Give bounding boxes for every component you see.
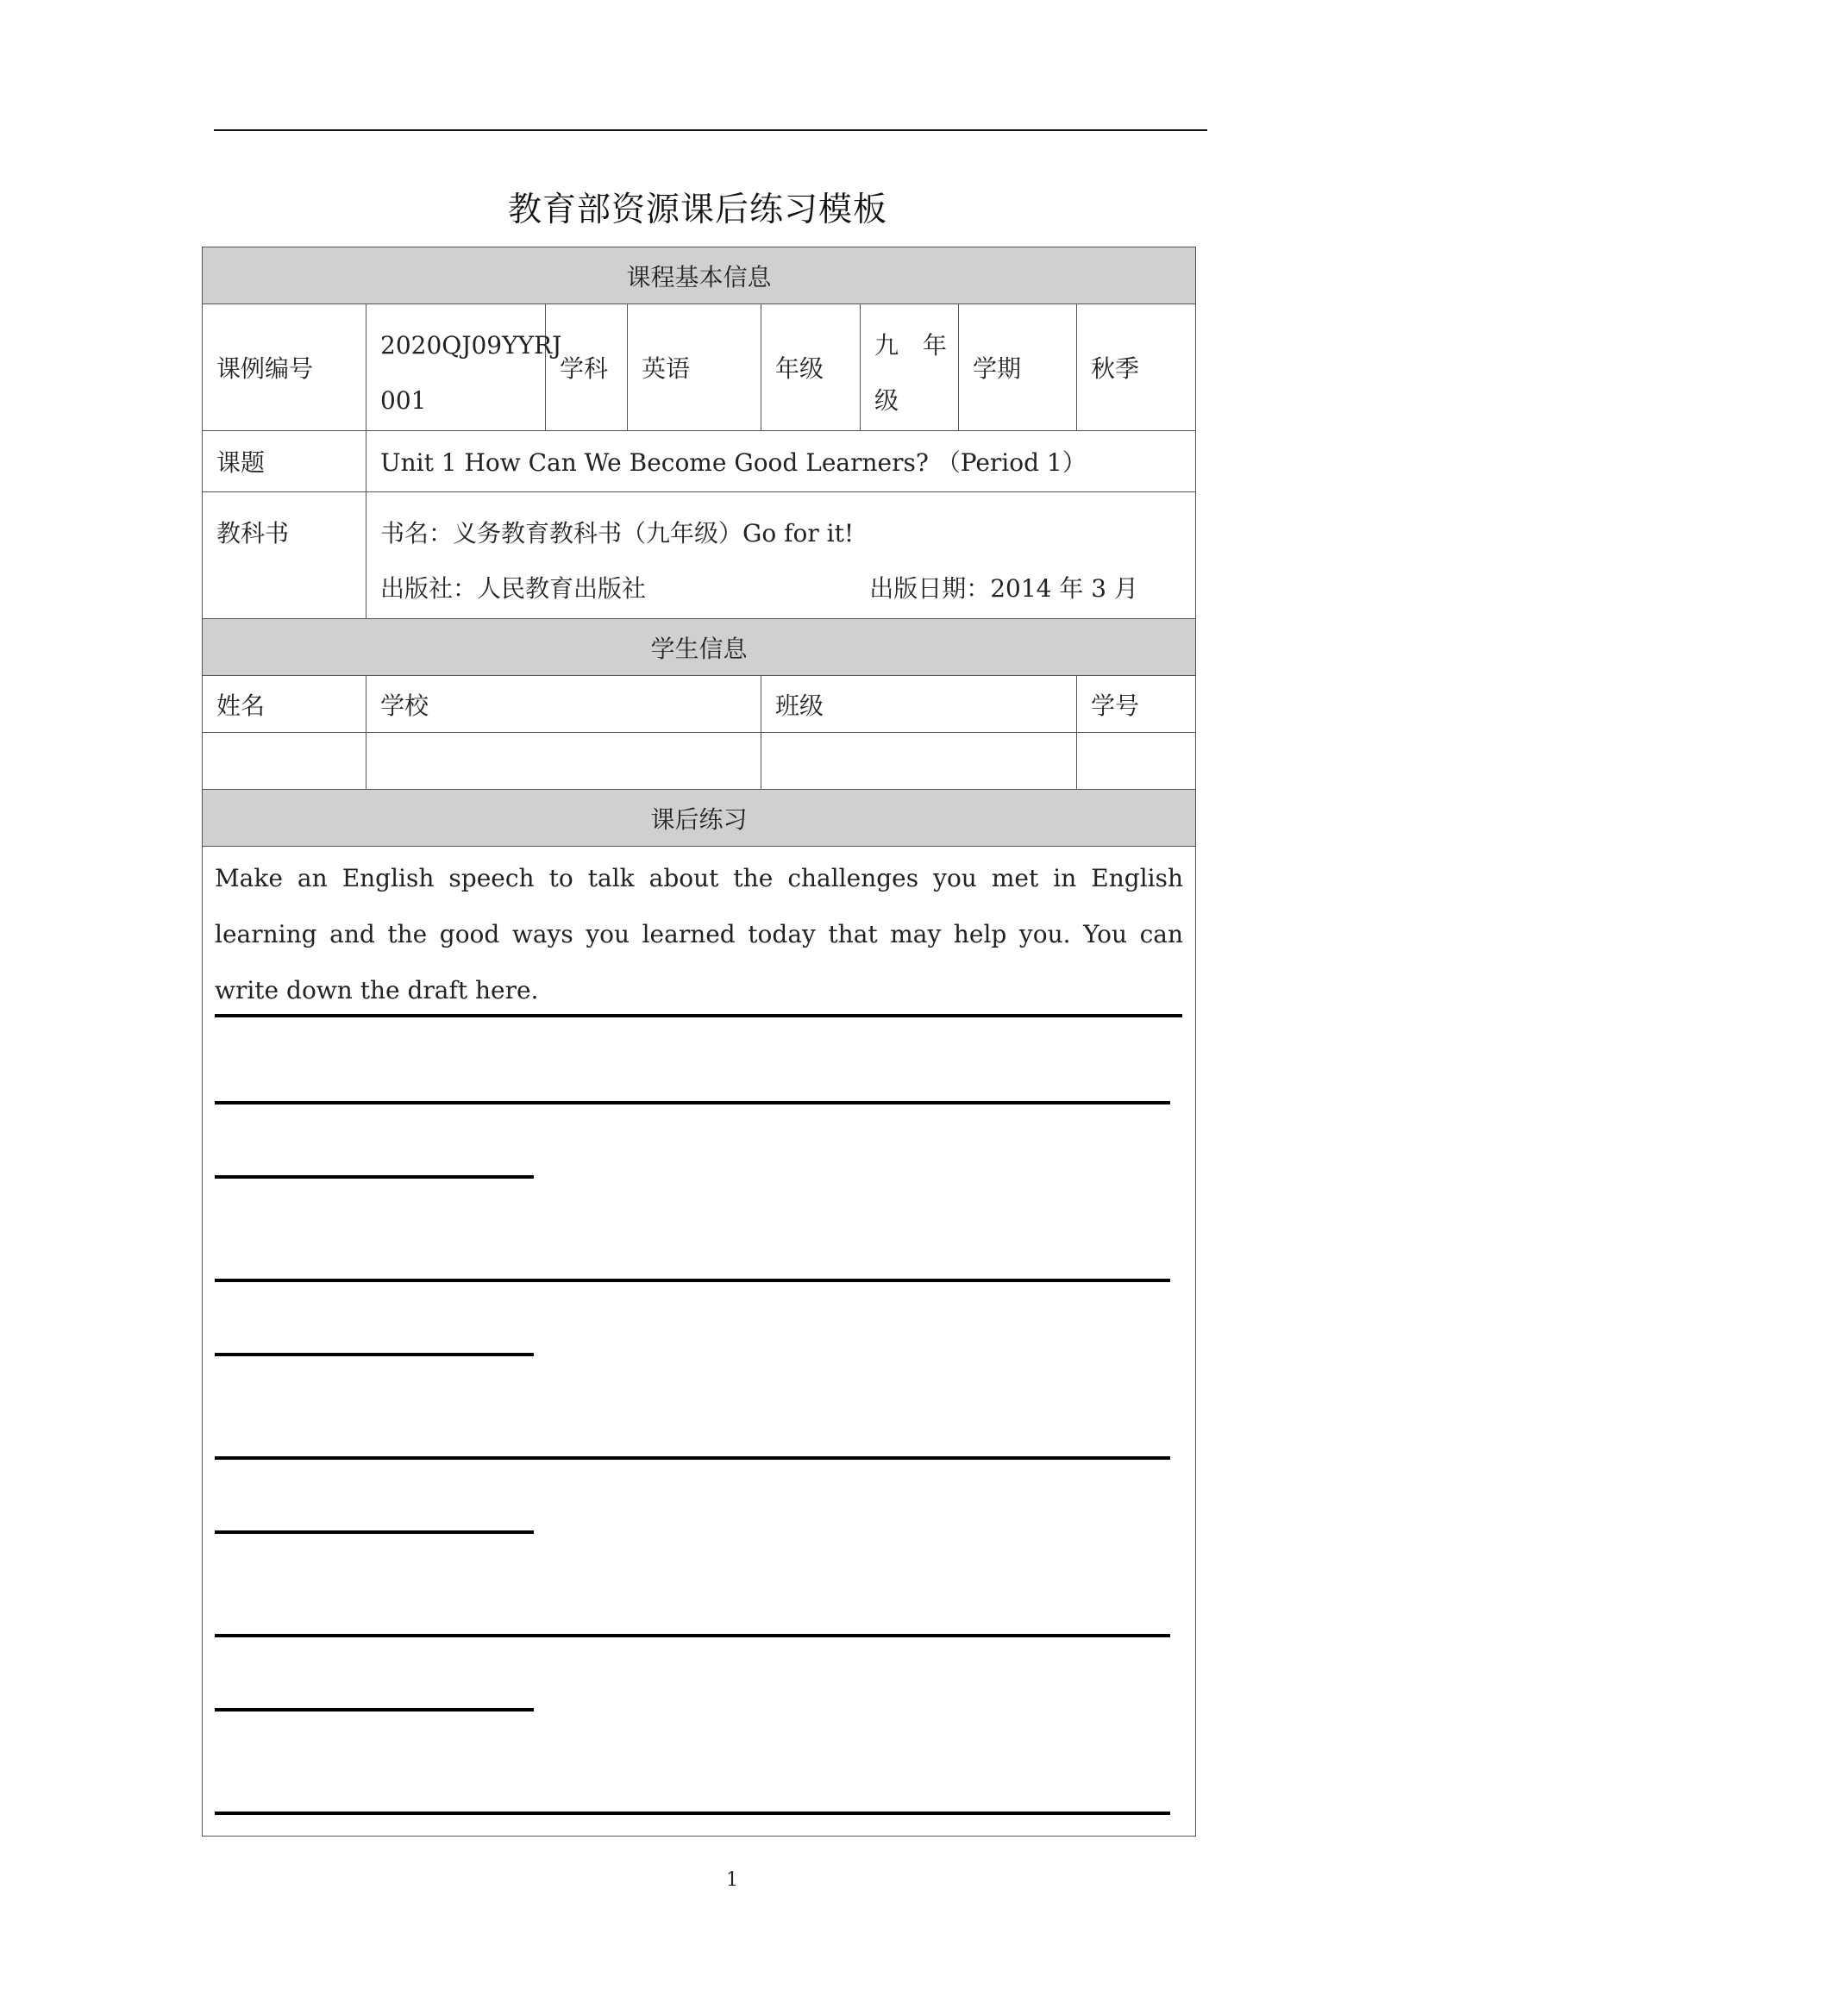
textbook-name: 书名：义务教育教科书（九年级）Go for it! xyxy=(380,519,855,548)
subject-label: 学科 xyxy=(546,304,628,431)
publish-date: 出版日期：2014 年 3 月 xyxy=(869,574,1139,603)
writing-line xyxy=(215,1353,534,1356)
writing-line xyxy=(215,1708,534,1711)
case-number-value: 2020QJ09YYRJ 001 xyxy=(366,304,546,431)
student-id-field[interactable] xyxy=(1077,733,1196,790)
publisher-row xyxy=(380,561,1195,616)
textbook-label: 教科书 xyxy=(203,492,366,619)
name-field[interactable] xyxy=(203,733,366,790)
writing-line xyxy=(215,1175,534,1179)
writing-line xyxy=(215,1456,1170,1460)
semester-label: 学期 xyxy=(959,304,1077,431)
student-id-label: 学号 xyxy=(1077,676,1196,733)
class-label: 班级 xyxy=(761,676,1077,733)
class-field[interactable] xyxy=(761,733,1077,790)
grade-label: 年级 xyxy=(761,304,861,431)
exercise-header: 课后练习 xyxy=(203,790,1196,847)
semester-value: 秋季 xyxy=(1077,304,1196,431)
writing-line xyxy=(215,1812,1170,1815)
exercise-prompt: Make an English speech to talk about the challenges you met in English learning and the good ways you learned today that may help you. You can write down the draft here. xyxy=(215,864,1184,1004)
document-title: 教育部资源课后练习模板 xyxy=(507,191,887,229)
page-number: 1 xyxy=(726,1869,738,1891)
header-rule xyxy=(214,129,1207,131)
name-label: 姓名 xyxy=(203,676,366,733)
writing-line xyxy=(215,1014,1182,1017)
course-info-header: 课程基本信息 xyxy=(203,247,1196,304)
case-number-label: 课例编号 xyxy=(203,304,366,431)
topic-label: 课题 xyxy=(203,431,366,492)
textbook-info xyxy=(366,492,1196,619)
writing-line xyxy=(215,1101,1170,1104)
publisher: 出版社：人民教育出版社 xyxy=(380,574,647,603)
writing-line xyxy=(215,1634,1170,1637)
student-info-header: 学生信息 xyxy=(203,619,1196,676)
subject-value: 英语 xyxy=(628,304,761,431)
exercise-body[interactable] xyxy=(203,847,1196,1837)
grade-value: 九 年 级 xyxy=(861,304,959,431)
writing-line xyxy=(215,1279,1170,1282)
topic-value: Unit 1 How Can We Become Good Learners? （Period 1） xyxy=(366,431,1196,492)
school-field[interactable] xyxy=(366,733,761,790)
worksheet-table xyxy=(202,247,1196,1837)
school-label: 学校 xyxy=(366,676,761,733)
writing-line xyxy=(215,1530,534,1534)
